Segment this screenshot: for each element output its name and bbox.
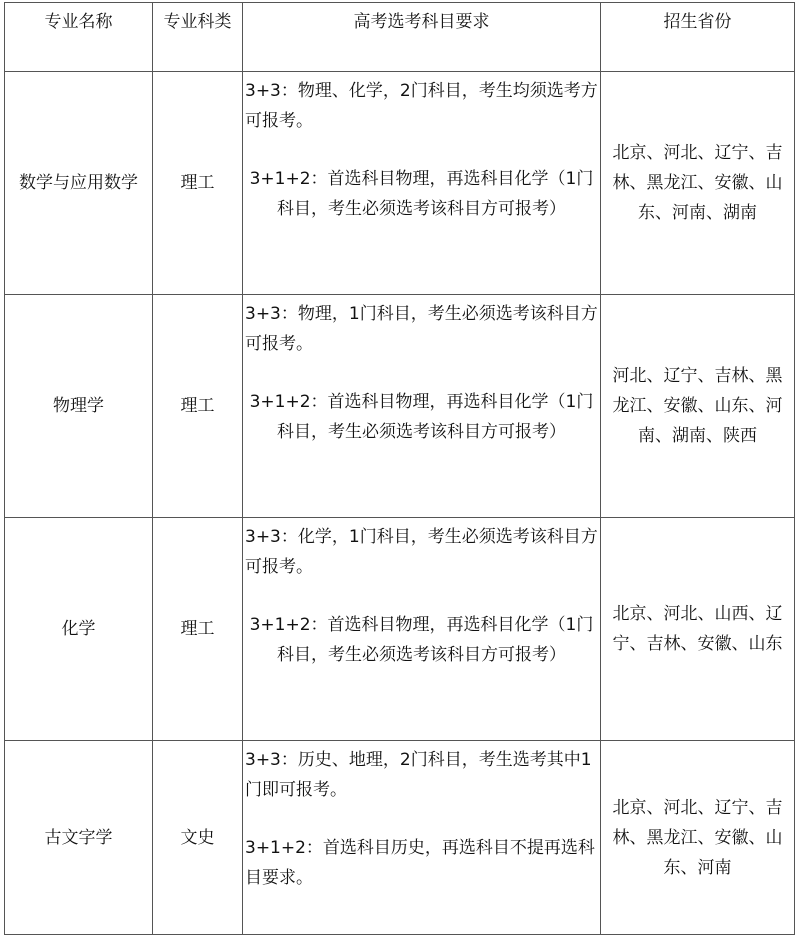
requirement-3plus1plus2: 3+1+2：首选科目物理，再选科目化学（1门科目，考生必须选考该科目方可报考） [249,615,594,665]
requirement-3plus3: 3+3：化学，1门科目，考生必须选考该科目方可报考。 [245,527,598,577]
major-name: 数学与应用数学 [5,72,153,295]
provinces: 北京、河北、山西、辽宁、吉林、安徽、山东 [601,518,795,741]
major-name: 古文字学 [5,741,153,935]
table-row [5,741,795,935]
requirement-3plus3: 3+3：历史、地理，2门科目，考生选考其中1门即可报考。 [245,750,592,800]
major-category: 理工 [153,518,243,741]
header-provinces: 招生省份 [601,3,795,72]
requirement-3plus1plus2: 3+1+2：首选科目物理，再选科目化学（1门科目，考生必须选考该科目方可报考） [249,392,594,442]
requirement-3plus1plus2: 3+1+2：首选科目物理，再选科目化学（1门科目，考生必须选考该科目方可报考） [249,169,594,219]
header-category: 专业科类 [153,3,243,72]
table-row [5,295,795,518]
provinces: 北京、河北、辽宁、吉林、黑龙江、安徽、山东、河南 [601,741,795,935]
major-category: 文史 [153,741,243,935]
major-name: 化学 [5,518,153,741]
subject-requirements [243,518,601,741]
major-category: 理工 [153,72,243,295]
requirement-3plus1plus2: 3+1+2：首选科目历史，再选科目不提再选科目要求。 [245,838,595,888]
subject-requirements [243,295,601,518]
header-subject-requirements: 高考选考科目要求 [243,3,601,72]
header-row [5,3,795,72]
header-major-name: 专业名称 [5,3,153,72]
major-category: 理工 [153,295,243,518]
provinces: 河北、辽宁、吉林、黑龙江、安徽、山东、河南、湖南、陕西 [601,295,795,518]
table-row [5,518,795,741]
subject-requirements [243,72,601,295]
subject-requirements [243,741,601,935]
requirement-3plus3: 3+3：物理，1门科目，考生必须选考该科目方可报考。 [245,304,598,354]
table-row [5,72,795,295]
requirement-3plus3: 3+3：物理、化学，2门科目，考生均须选考方可报考。 [245,81,598,131]
major-name: 物理学 [5,295,153,518]
provinces: 北京、河北、辽宁、吉林、黑龙江、安徽、山东、河南、湖南 [601,72,795,295]
admission-table [4,2,795,935]
